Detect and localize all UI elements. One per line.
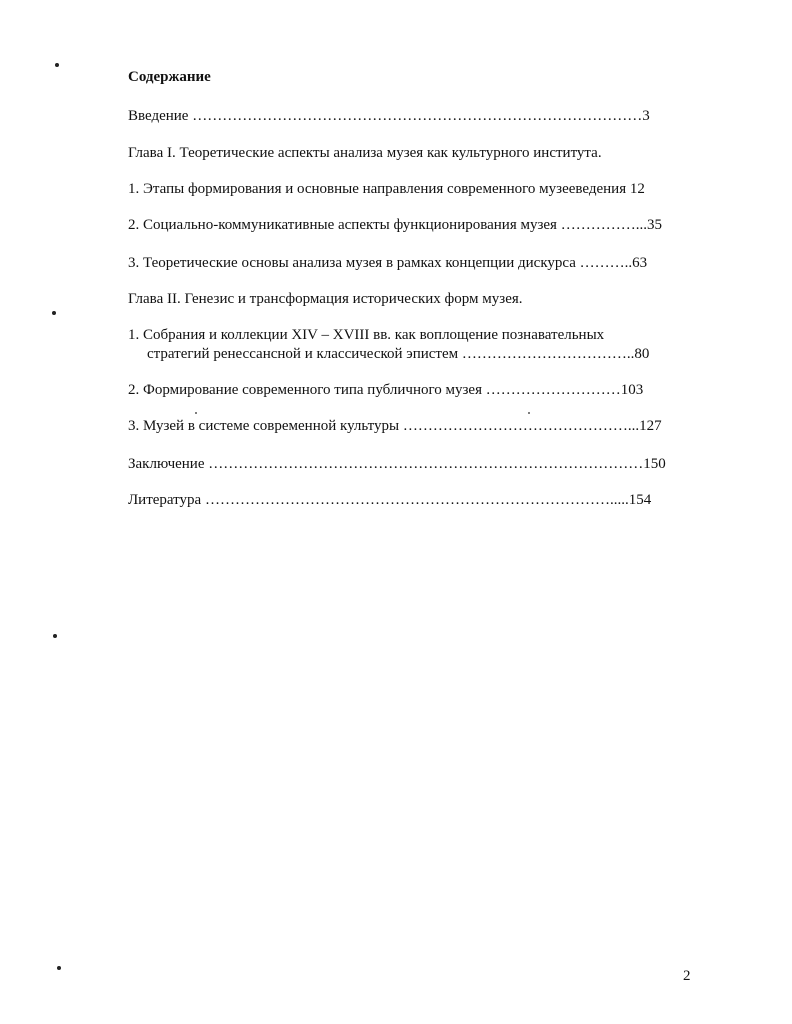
scan-speck	[52, 311, 56, 315]
toc-line-2-1: 1. Собрания и коллекции XIV – XVIII вв. как воплощение познавательных	[128, 327, 605, 343]
toc-line-chapter-1: Глава I. Теоретические аспекты анализа музея как культурного института.	[128, 145, 602, 161]
scan-speck	[53, 634, 57, 638]
toc-line-2-1-cont: стратегий ренессансной и классической эпистем ……………………………..80	[147, 346, 650, 362]
scan-speck	[55, 63, 59, 67]
toc-line-2-3: 3. Музей в системе современной культуры ………………………………………...127	[128, 418, 662, 434]
toc-line-2-2: 2. Формирование современного типа публичного музея ………………………103	[128, 382, 644, 398]
toc-line-introduction: Введение ………………………………………………………………………………3	[128, 108, 650, 124]
toc-title: Содержание	[128, 69, 211, 85]
toc-line-conclusion: Заключение ……………………………………………………………………………150	[128, 456, 666, 472]
toc-line-chapter-2: Глава II. Генезис и трансформация исторических форм музея.	[128, 291, 523, 307]
toc-line-literature: Литература ……………………………………………………………………….....154	[128, 492, 652, 508]
scan-speck	[195, 412, 197, 414]
page-number: 2	[683, 968, 691, 984]
toc-line-1-1: 1. Этапы формирования и основные направления современного музееведения 12	[128, 181, 645, 197]
toc-line-1-3: 3. Теоретические основы анализа музея в рамках концепции дискурса ………..63	[128, 255, 648, 271]
scan-speck	[57, 966, 61, 970]
scan-speck	[528, 412, 530, 414]
toc-line-1-2: 2. Социально-коммуникативные аспекты функционирования музея ……………...35	[128, 217, 662, 233]
